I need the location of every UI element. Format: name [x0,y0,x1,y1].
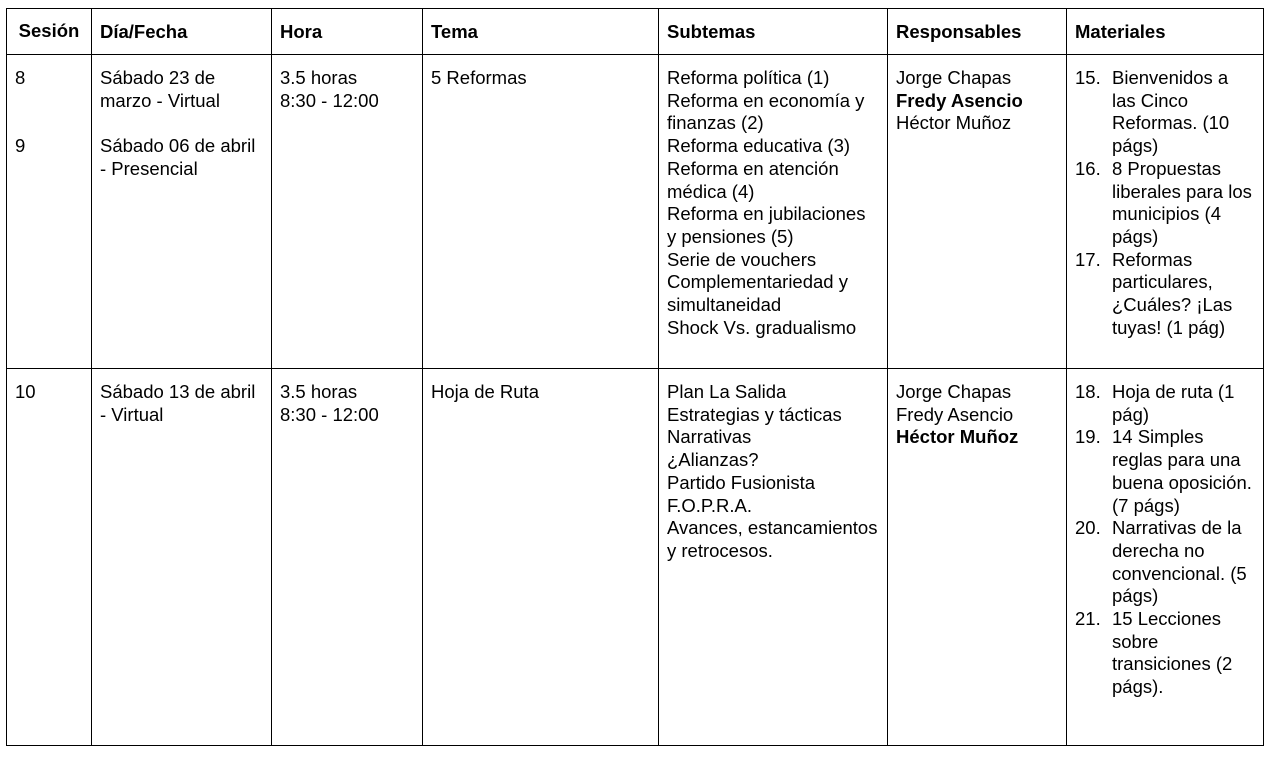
material-item [1075,426,1255,517]
material-number: 18. [1075,381,1101,402]
responsable-name: Jorge Chapas [896,381,1012,402]
responsables-cell [888,55,1067,369]
subtema-item: Estrategias y tácticas [667,403,842,425]
subtema-item: F.O.P.R.A. [667,494,752,516]
material-item [1075,67,1255,158]
materials-list [1075,67,1255,339]
hora-cell [272,369,423,746]
subtema-item: Reforma política (1) [667,67,830,88]
header-hora: Hora [272,9,423,55]
material-number: 16. [1075,157,1101,179]
schedule-table [6,8,1264,746]
time-range: 8:30 - 12:00 [280,403,379,425]
header-row [7,9,1264,55]
subtema-item: Plan La Salida [667,381,787,402]
header-sesion: Sesión [7,9,92,55]
subtema-item: Narrativas [667,426,752,448]
responsable-name: Fredy Asencio [896,403,1014,425]
material-title: 15 Lecciones sobre transiciones (2 págs). [1112,608,1233,698]
time-range: 8:30 - 12:00 [280,89,379,111]
hora-cell [272,55,423,369]
fecha-cell [92,369,272,746]
material-item [1075,608,1255,699]
subtema-item: ¿Alianzas? [667,449,759,471]
material-item [1075,249,1255,340]
subtema-item: Reforma educativa (3) [667,135,851,157]
responsable-name: Héctor Muñoz [896,112,1012,134]
materiales-cell [1067,55,1264,369]
duration: 3.5 horas [280,67,358,88]
subtemas-cell [659,369,888,746]
spacer [100,112,263,135]
session-number: 10 [15,381,36,402]
subtema-item: Reforma en economía y finanzas (2) [667,89,865,134]
spacer [15,90,83,113]
session-date: Sábado 23 de marzo - Virtual [100,67,220,111]
header-responsables: Responsables [888,9,1067,55]
subtema-item: Shock Vs. gradualismo [667,316,857,338]
material-title: Bienvenidos a las Cinco Reformas. (10 págs) [1112,67,1230,157]
responsable-name: Jorge Chapas [896,67,1012,88]
session-date: Sábado 06 de abril - Presencial [100,135,256,179]
tema-cell: 5 Reformas [423,55,659,369]
material-title: 8 Propuestas liberales para los municipios (4 págs) [1112,157,1252,247]
subtema-item: Serie de vouchers [667,248,817,270]
material-item [1075,381,1255,426]
material-title: 14 Simples reglas para una buena oposición. (7 págs) [1112,426,1252,516]
tema-cell: Hoja de Ruta [423,369,659,746]
header-tema: Tema [423,9,659,55]
material-title: Reformas particulares, ¿Cuáles? ¡Las tuyas! (1 pág) [1112,248,1233,338]
subtema-item: Reforma en atención médica (4) [667,157,839,202]
session-number: 8 [15,67,26,88]
responsable-name: Fredy Asencio [896,89,1023,111]
materials-list [1075,381,1255,699]
sesion-cell [7,55,92,369]
header-subtemas: Subtemas [659,9,888,55]
material-number: 15. [1075,67,1101,88]
header-materiales: Materiales [1067,9,1264,55]
fecha-cell [92,55,272,369]
header-fecha: Día/Fecha [92,9,272,55]
sesion-cell [7,369,92,746]
material-number: 21. [1075,608,1101,630]
responsables-cell [888,369,1067,746]
table-row [7,55,1264,369]
subtema-item: Avances, estancamientos y retrocesos. [667,517,878,561]
material-number: 20. [1075,517,1101,539]
session-number: 9 [15,135,26,157]
responsable-name: Héctor Muñoz [896,426,1019,448]
subtema-item: Partido Fusionista [667,471,816,493]
duration: 3.5 horas [280,381,358,402]
subtema-item: Reforma en jubilaciones y pensiones (5) [667,203,866,247]
subtema-item: Complementariedad y simultaneidad [667,271,848,316]
material-title: Narrativas de la derecha no convencional. (5 págs) [1112,517,1247,607]
material-number: 17. [1075,248,1101,270]
table-row [7,369,1264,746]
spacer [15,112,83,135]
material-item [1075,517,1255,608]
material-number: 19. [1075,426,1101,448]
subtemas-cell [659,55,888,369]
session-date: Sábado 13 de abril - Virtual [100,381,256,425]
materiales-cell [1067,369,1264,746]
material-title: Hoja de ruta (1 pág) [1112,381,1235,425]
material-item [1075,158,1255,249]
